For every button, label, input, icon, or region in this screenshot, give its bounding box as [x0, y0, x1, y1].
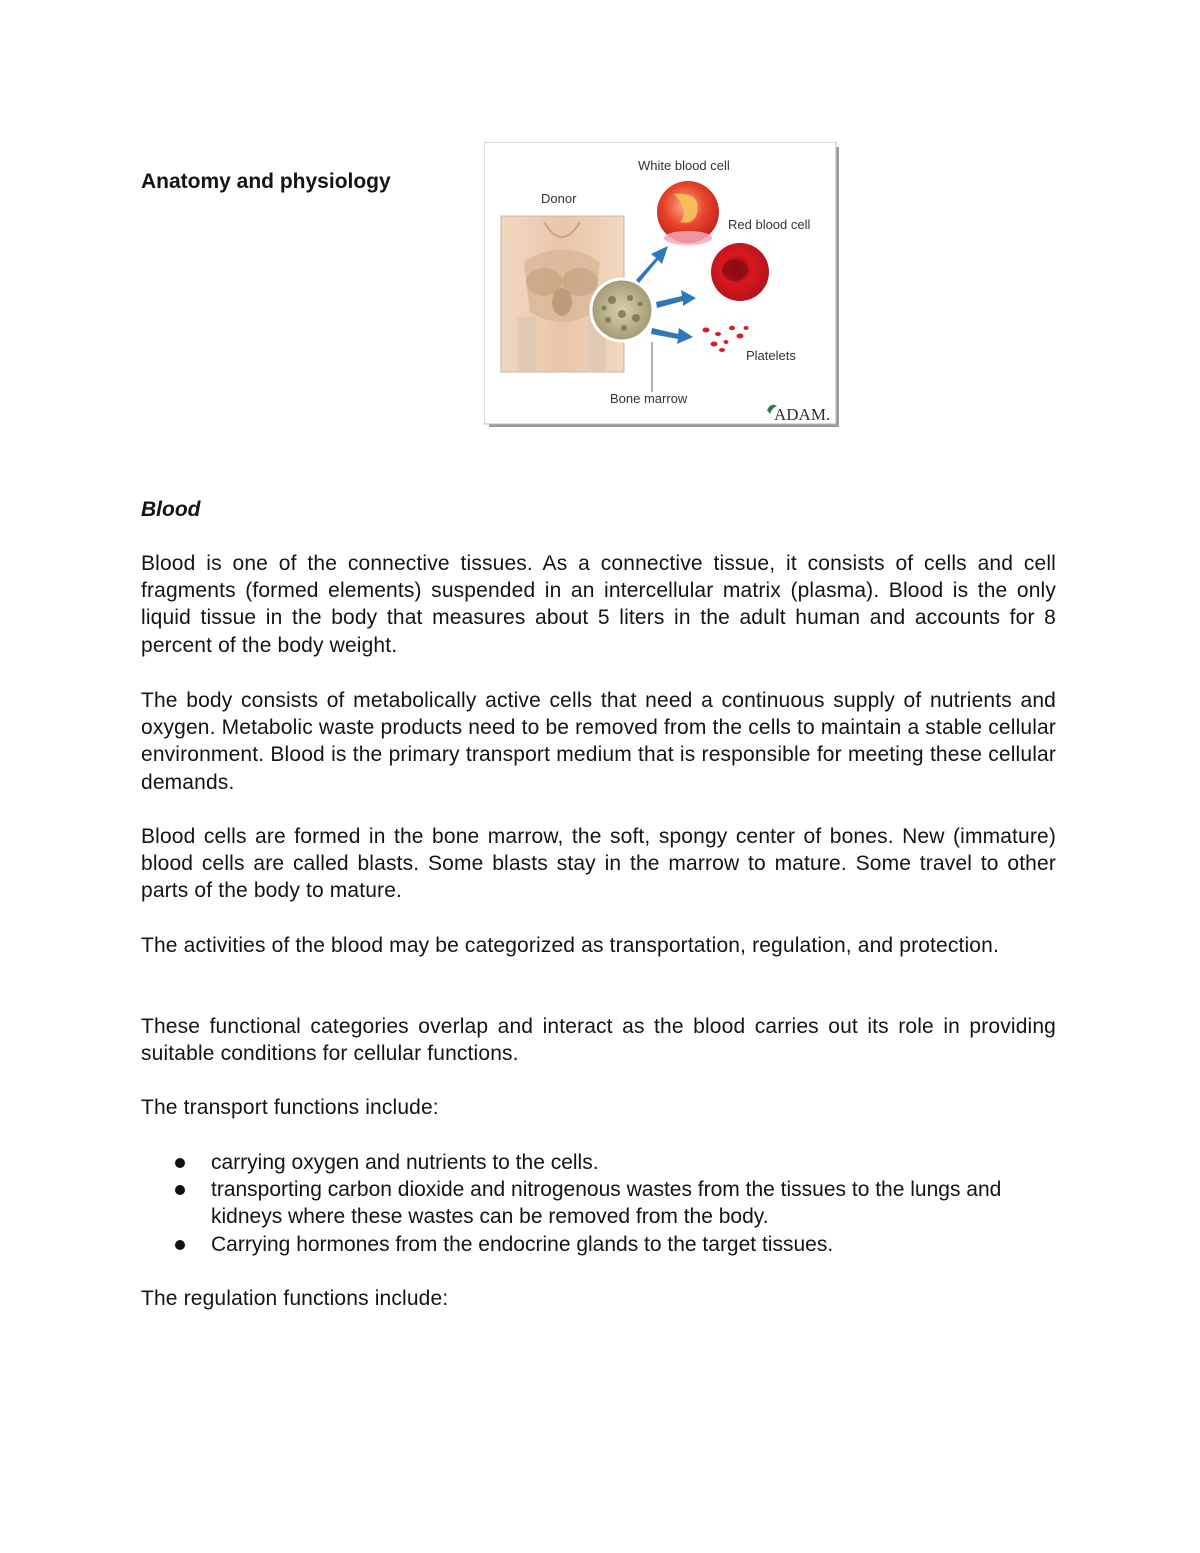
bone-marrow-label: Bone marrow [610, 391, 688, 406]
transport-functions-list [141, 1149, 1056, 1258]
list-item-text: transporting carbon dioxide and nitrogenous wastes from the tissues to the lungs and kidneys where these wastes can be removed from the body. [211, 1178, 1002, 1229]
list-item [141, 1149, 1056, 1176]
blood-cell-formation-figure [484, 142, 840, 428]
platelets-label: Platelets [746, 348, 796, 363]
list-item [141, 1231, 1056, 1258]
regulation-functions-intro: The regulation functions include: [141, 1287, 449, 1310]
transport-functions-intro: The transport functions include: [141, 1096, 439, 1119]
bullet-icon [175, 1240, 185, 1250]
paragraph-metabolic-needs: The body consists of metabolically active cells that need a continuous supply of nutrients and oxygen. Metabolic waste products need to be removed from the cells to maintain a stable cellular environment. Blood is the primary transport medium that is responsible for meeting these cellular demands. [141, 689, 1056, 794]
list-item-text: Carrying hormones from the endocrine glands to the target tissues. [211, 1232, 834, 1256]
red-blood-cell-label: Red blood cell [728, 217, 811, 232]
paragraph-blood-cell-formation: Blood cells are formed in the bone marrow, the soft, spongy center of bones. New (immature) blood cells are called blasts. Some blasts stay in the marrow to mature. Some travel to other parts of the body to mature. [141, 825, 1056, 903]
bullet-icon [175, 1158, 185, 1168]
paragraph-functional-categories: These functional categories overlap and interact as the blood carries out its role in providing suitable conditions for cellular functions. [141, 1015, 1056, 1066]
document-title: Anatomy and physiology [141, 170, 391, 193]
list-item-text: carrying oxygen and nutrients to the cells. [211, 1151, 599, 1174]
figure-illustration [484, 142, 840, 428]
paragraph-blood-activities: The activities of the blood may be categorized as transportation, regulation, and protection. [141, 934, 999, 957]
adam-logo [767, 405, 830, 424]
adam-logo-text: ADAM. [774, 405, 831, 424]
white-blood-cell-label: White blood cell [638, 158, 730, 173]
donor-label: Donor [541, 191, 577, 206]
list-item [141, 1176, 1056, 1230]
bullet-icon [175, 1185, 185, 1195]
paragraph-blood-definition: Blood is one of the connective tissues. As a connective tissue, it consists of cells and cell fragments (formed elements) suspended in an intercellular matrix (plasma). Blood is the only liquid tissue in the body that measures about 5 liters in the adult human and accounts for 8 percent of the body weight. [141, 552, 1056, 657]
section-title-blood: Blood [141, 498, 201, 521]
